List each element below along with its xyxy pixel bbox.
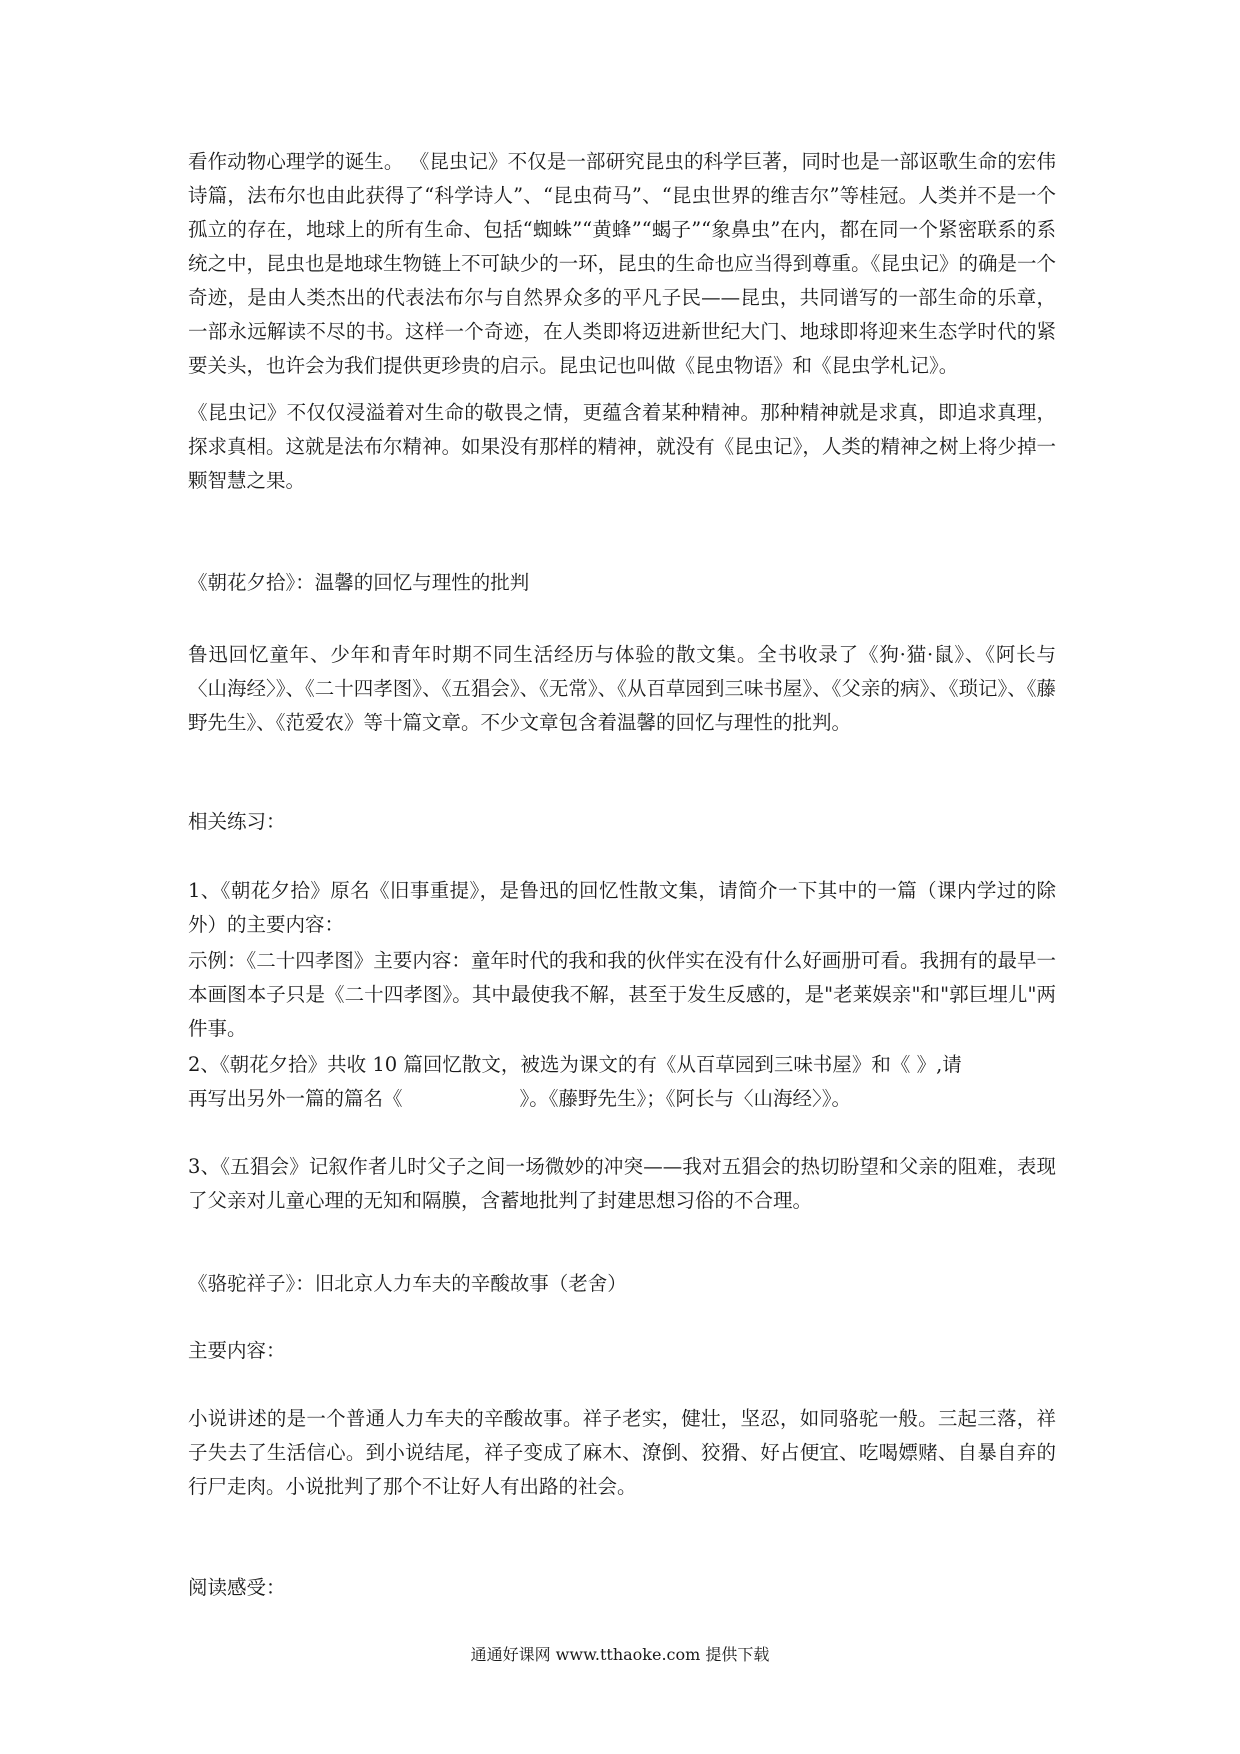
exercise-question-2-line-1: 2、《朝花夕拾》共收 10 篇回忆散文，被选为课文的有《从百草园到三味书屋》和《 》,请	[188, 1053, 962, 1076]
exercise-answer-1: 示例：《二十四孝图》主要内容：童年时代的我和我的伙伴实在没有什么好画册可看。我拥有的最早一本画图本子只是《二十四孝图》。其中最使我不解，甚至于发生反感的，是"老莱娱亲"和"郭巨埋儿"两件事。	[188, 949, 1056, 1040]
paragraph-luotuo-summary: 小说讲述的是一个普通人力车夫的辛酸故事。祥子老实，健壮，坚忍，如同骆驼一般。三起三落，祥子失去了生活信心。到小说结尾，祥子变成了麻木、潦倒、狡猾、好占便宜、吃喝嫖赌、自暴自弃的行尸走肉。小说批判了那个不让好人有出路的社会。	[188, 1407, 1056, 1498]
exercise-question-1: 1、《朝花夕拾》原名《旧事重提》，是鲁迅的回忆性散文集，请简介一下其中的一篇（课内学过的除外）的主要内容：	[188, 879, 1056, 936]
exercise-question-2-line-2: 再写出另外一篇的篇名《 》。《藤野先生》；《阿长与〈山海经〉》。	[188, 1087, 852, 1110]
paragraph-kunchongji-spirit: 《昆虫记》不仅仅浸溢着对生命的敬畏之情，更蕴含着某种精神。那种精神就是求真，即追求真理，探求真相。这就是法布尔精神。如果没有那样的精神，就没有《昆虫记》，人类的精神之树上将少掉一颗智慧之果。	[188, 401, 1056, 492]
heading-main-content: 主要内容：	[188, 1339, 286, 1362]
paragraph-kunchongji-intro: 看作动物心理学的诞生。 《昆虫记》不仅是一部研究昆虫的科学巨著，同时也是一部讴歌生命的宏伟诗篇，法布尔也由此获得了“科学诗人”、“昆虫荷马”、“昆虫世界的维吉尔”等桂冠。人类并不是一个孤立的存在，地球上的所有生命、包括“蜘蛛”“黄蜂”“蝎子”“象鼻虫”在内，都在同一个紧密联系的系统之中，昆虫也是地球生物链上不可缺少的一环，昆虫的生命也应当得到尊重。《昆虫记》的确是一个奇迹，是由人类杰出的代表法布尔与自然界众多的平凡子民——昆虫，共同谱写的一部生命的乐章，一部永远解读不尽的书。这样一个奇迹，在人类即将迈进新世纪大门、地球即将迎来生态学时代的紧要关头，也许会为我们提供更珍贵的启示。昆虫记也叫做《昆虫物语》和《昆虫学札记》。	[188, 150, 1056, 377]
paragraph-zhaohua-summary: 鲁迅回忆童年、少年和青年时期不同生活经历与体验的散文集。全书收录了《狗·猫·鼠》、《阿长与〈山海经〉》、《二十四孝图》、《五猖会》、《无常》、《从百草园到三味书屋》、《父亲的病》、《琐记》、《藤野先生》、《范爱农》等十篇文章。不少文章包含着温馨的回忆与理性的批判。	[188, 643, 1056, 734]
footer-source-credit: 通通好课网 www.tthaoke.com 提供下载	[470, 1645, 770, 1664]
heading-luotuo-xiangzi: 《骆驼祥子》：旧北京人力车夫的辛酸故事（老舍）	[188, 1272, 627, 1295]
heading-zhaohua-xishi: 《朝花夕拾》：温馨的回忆与理性的批判	[188, 571, 530, 594]
exercise-question-3: 3、《五猖会》记叙作者儿时父子之间一场微妙的冲突——我对五猖会的热切盼望和父亲的阻难，表现了父亲对儿童心理的无知和隔膜，含蓄地批判了封建思想习俗的不合理。	[188, 1155, 1056, 1212]
heading-reading-response: 阅读感受：	[188, 1576, 286, 1599]
heading-related-exercises: 相关练习：	[188, 810, 286, 833]
